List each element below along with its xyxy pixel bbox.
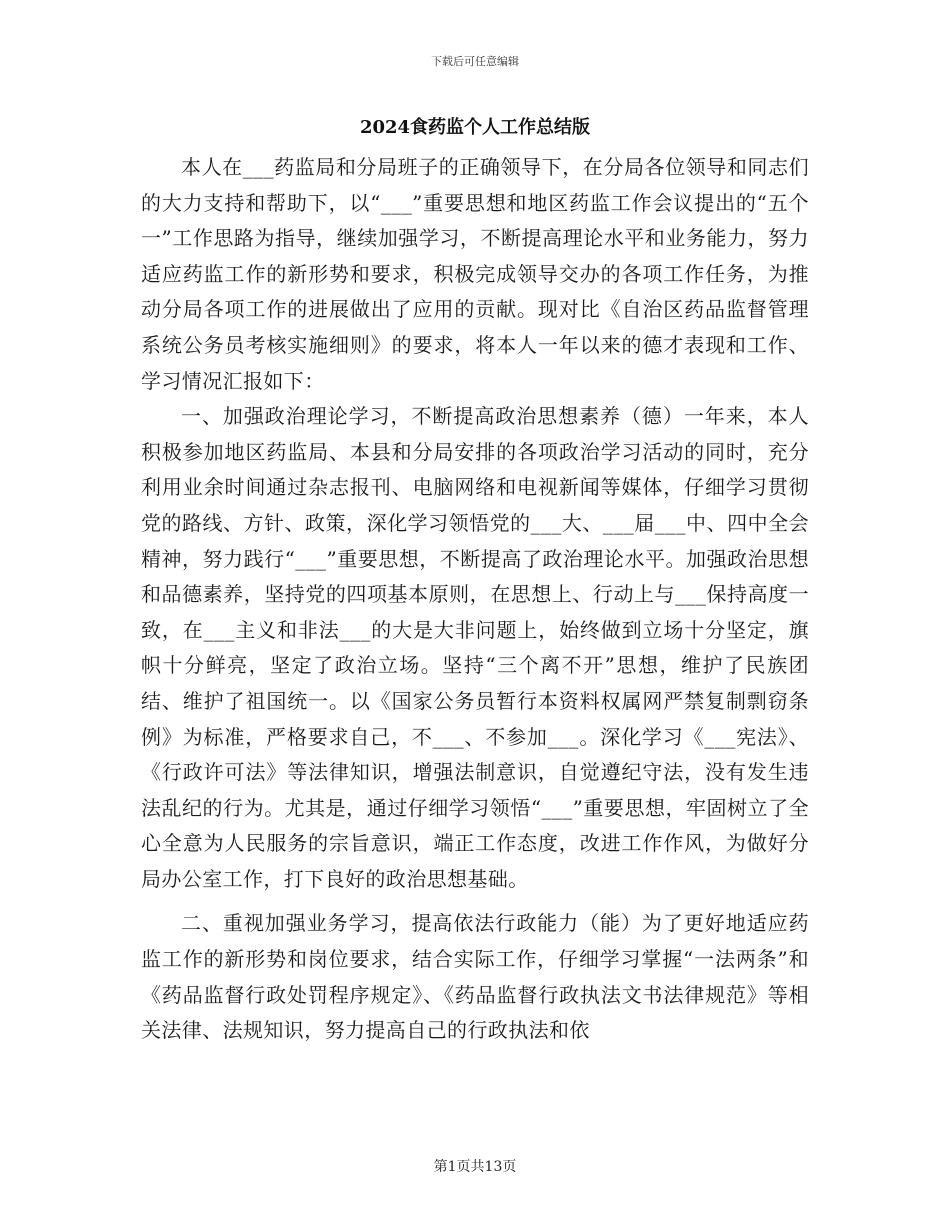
paragraph-intro: 本人在___药监局和分局班子的正确领导下，在分局各位领导和同志们的大力支持和帮助下，以“___”重要思想和地区药监工作会议提出的“五个一”工作思路为指导，继续加强学习，不断提高理论水平和业务能力，努力适应药监工作的新形势和要求，积极完成领导交办的各项工作任务，为推动分局各项工作的进展做出了应用的贡献。现对比《自治区药品监督管理系统公务员考核实施细则》的要求，将本人一年以来的德才表现和工作、学习情况汇报如下：: [141, 155, 809, 393]
page-number: 第1页共13页: [433, 1159, 517, 1175]
page-header-note: 下载后可任意编辑: [431, 55, 519, 68]
paragraph-section-two: 二、重视加强业务学习，提高依法行政能力（能）为了更好地适应药监工作的新形势和岗位要求，结合实际工作，仔细学习掌握“一法两条”和《药品监督行政处罚程序规定》、《药品监督行政执法文书法律规范》等相关法律、法规知识，努力提高自己的行政执法和依: [141, 911, 809, 1043]
document-title: 2024食药监个人工作总结版: [359, 117, 591, 138]
paragraph-section-one: 一、加强政治理论学习，不断提高政治思想素养（德）一年来，本人积极参加地区药监局、本县和分局安排的各项政治学习活动的同时，充分利用业余时间通过杂志报刊、电脑网络和电视新闻等媒体，仔细学习贯彻党的路线、方针、政策，深化学习领悟党的___大、___届___中、四中全会精神，努力践行“___”重要思想，不断提高了政治理论水平。加强政治思想和品德素养，坚持党的四项基本原则，在思想上、行动上与___保持高度一致，在___主义和非法___的大是大非问题上，始终做到立场十分坚定，旗帜十分鲜亮，坚定了政治立场。坚持“三个离不开”思想，维护了民族团结、维护了祖国统一。以《国家公务员暂行本资料权属网严禁复制剽窃条例》为标准，严格要求自己，不___、不参加___。深化学习《___宪法》、《行政许可法》等法律知识，增强法制意识，自觉遵纪守法，没有发生违法乱纪的行为。尤其是，通过仔细学习领悟“___”重要思想，牢固树立了全心全意为人民服务的宗旨意识，端正工作态度，改进工作作风，为做好分局办公室工作，打下良好的政治思想基础。: [141, 404, 809, 891]
document-body: [141, 150, 809, 1049]
